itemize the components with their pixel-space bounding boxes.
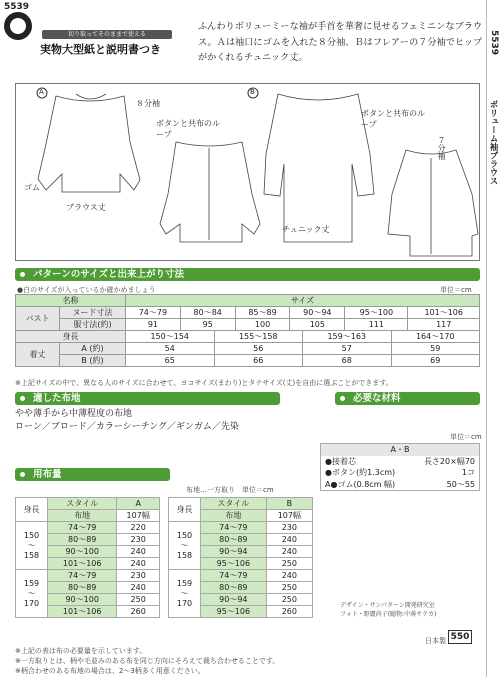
style-b: B	[266, 498, 312, 510]
description: ふんわりボリューミーな袖が手首を華奢に見せるフェミニンなブラウス。Ａは袖口にゴムを入れた８分袖、Ｂはフレアーの７分袖でヒップがかくれるチュニック丈。	[198, 21, 483, 63]
design-credit: デザイン・サンパターン開発研究室	[340, 602, 435, 609]
fabric-title: 適した布地	[33, 393, 81, 404]
cell: 230	[117, 570, 160, 582]
side-name: ボリューム袖ブラウス	[488, 100, 498, 185]
cell: 68	[303, 355, 392, 367]
materials-unit: 単位＝cm	[450, 433, 482, 441]
cell: 240	[117, 582, 160, 594]
material-key: ●ボタン(約1.3cm)	[325, 468, 396, 477]
material-row	[321, 479, 479, 491]
bust-cell: 95〜106	[201, 606, 267, 618]
size-header: サイズ	[126, 295, 480, 307]
style-header: スタイル	[48, 498, 117, 510]
bust-cell: 80〜89	[201, 534, 267, 546]
cell: 117	[408, 319, 480, 331]
material-row	[321, 456, 479, 468]
bust-cell: 101〜106	[48, 606, 117, 618]
bust-cell: 101〜106	[48, 558, 117, 570]
a-length-label: ブラウス丈	[66, 203, 106, 212]
mark-a: A	[39, 88, 44, 96]
b-label: B (約)	[60, 355, 126, 367]
cell: 240	[117, 546, 160, 558]
bust-cell: 80〜89	[201, 582, 267, 594]
height-group-2: 159 〜 170	[169, 570, 201, 618]
section-dot-icon	[337, 393, 348, 404]
cell: 260	[266, 606, 312, 618]
fabric-line1: やや薄手から中薄程度の布地	[15, 409, 133, 419]
bust-cell: 90〜100	[48, 594, 117, 606]
size-unit: 単位＝cm	[440, 286, 472, 294]
bust-cell: 90〜94	[201, 594, 267, 606]
yardage-table-b	[168, 497, 313, 618]
style-header: スタイル	[201, 498, 267, 510]
bust-cell: 95〜106	[201, 558, 267, 570]
bust-cell: 90〜94	[201, 546, 267, 558]
cell: 230	[266, 522, 312, 534]
cell: 250	[266, 558, 312, 570]
length-table	[15, 330, 480, 367]
bust-cell: 74〜79	[48, 522, 117, 534]
height-header: 身長	[169, 498, 201, 522]
cell: 150〜154	[126, 331, 215, 343]
bottom-note-3: ※柄合わせのある布地の場合は、2〜3柄多く用意ください。	[15, 667, 205, 675]
material-row	[321, 467, 479, 479]
cut-label: 切り取ってそのままで使える	[42, 30, 172, 39]
cell: 95〜100	[345, 307, 408, 319]
style-a: A	[117, 498, 160, 510]
material-value: 1コ	[461, 468, 475, 477]
cell: 250	[266, 582, 312, 594]
material-value: 50〜55	[446, 479, 475, 489]
bust-label: バスト	[16, 307, 60, 331]
bust-cell: 90〜100	[48, 546, 117, 558]
cell: 100	[235, 319, 290, 331]
brand-logo-icon	[4, 12, 32, 40]
height-label: 身長	[16, 331, 126, 343]
yardage-unit: 布地…一方取り 単位＝cm	[186, 486, 274, 494]
height-group-1: 150 〜 158	[169, 522, 201, 570]
yardage-title: 用布量	[33, 469, 62, 480]
material-key: ●接着芯	[325, 456, 356, 466]
cell: 101〜106	[408, 307, 480, 319]
cell: 250	[266, 594, 312, 606]
height-group-1: 150 〜 158	[16, 522, 48, 570]
cell: 240	[266, 534, 312, 546]
cell: 164〜170	[391, 331, 480, 343]
width-header: 107幅	[266, 510, 312, 522]
cell: 74〜79	[126, 307, 181, 319]
cell: 230	[117, 534, 160, 546]
cell: 220	[117, 522, 160, 534]
cloth-header: 布地	[201, 510, 267, 522]
size-table	[15, 294, 480, 331]
mark-b: B	[250, 88, 255, 96]
size-note: ●白のサイズが入っているか確かめましょう	[17, 286, 156, 294]
bust-cell: 74〜79	[201, 522, 267, 534]
b-loop-label: ボタンと共布のループ	[361, 109, 425, 129]
yardage-table-a	[15, 497, 160, 618]
cell: 111	[345, 319, 408, 331]
bust-cell: 80〜89	[48, 582, 117, 594]
bottom-note-1: ※上記の表は布の必要量を示しています。	[15, 647, 147, 655]
cell: 240	[266, 570, 312, 582]
made-in: 日本製	[425, 637, 446, 645]
cell: 85〜89	[235, 307, 290, 319]
pattern-code: 5539	[4, 2, 30, 12]
name-header: 名称	[16, 295, 126, 307]
nude-label: ヌード寸法	[60, 307, 126, 319]
cell: 56	[214, 343, 303, 355]
materials-box	[320, 443, 480, 491]
material-key: A●ゴム(0.8cm 幅)	[325, 479, 396, 489]
illustration-box	[15, 83, 480, 261]
cell: 59	[391, 343, 480, 355]
cell: 260	[117, 606, 160, 618]
cell: 69	[391, 355, 480, 367]
cell: 91	[126, 319, 181, 331]
cell: 240	[117, 558, 160, 570]
a-gomu-label: ゴム	[24, 183, 40, 192]
cell: 155〜158	[214, 331, 303, 343]
cell: 105	[290, 319, 345, 331]
cell: 80〜84	[180, 307, 235, 319]
height-group-2: 159 〜 170	[16, 570, 48, 618]
bottom-note-2: ※一方取りとは、柄や毛並みのある布を同じ方向にそろえて裁ち合わせることです。	[15, 657, 280, 665]
section-dot-icon	[17, 469, 28, 480]
b-length-label: チュニック丈	[282, 225, 330, 234]
cell: 159〜163	[303, 331, 392, 343]
section-dot-icon	[17, 269, 28, 280]
size-footnote: ※上記サイズの中で、異なる人のサイズに合わせて、ヨコサイズ(まわり)とタテサイズ(丈)を自由に選ぶことができます。	[15, 379, 393, 387]
bust-cell: 74〜79	[201, 570, 267, 582]
a-label: A (約)	[60, 343, 126, 355]
bust-cell: 80〜89	[48, 534, 117, 546]
cell: 90〜94	[290, 307, 345, 319]
width-header: 107幅	[117, 510, 160, 522]
finished-label: 服寸法(約)	[60, 319, 126, 331]
side-code: 5539	[489, 30, 499, 56]
a-sleeve-label: ８分袖	[136, 99, 160, 108]
cell: 66	[214, 355, 303, 367]
cell: 250	[117, 594, 160, 606]
cell: 95	[180, 319, 235, 331]
bust-cell: 74〜79	[48, 570, 117, 582]
size-section-title: パターンのサイズと出来上がり寸法	[33, 269, 185, 280]
fabric-line2: ローン／ブロード／カラーシーチング／ギンガム／先染	[15, 422, 239, 432]
section-dot-icon	[17, 393, 28, 404]
a-loop-label: ボタンと共布のループ	[156, 119, 220, 139]
height-header: 身長	[16, 498, 48, 522]
materials-header: A・B	[321, 444, 479, 456]
cell: 57	[303, 343, 392, 355]
cell: 65	[126, 355, 215, 367]
cell: 240	[266, 546, 312, 558]
length-label: 着丈	[16, 343, 60, 367]
material-value: 長さ20×幅70	[423, 456, 475, 466]
materials-title: 必要な材料	[353, 393, 401, 404]
photo-credit: フォト・野麗尚子(聴物:中薄サテカ)	[340, 611, 437, 618]
cell: 54	[126, 343, 215, 355]
b-sleeve-label: ７分袖	[437, 136, 446, 160]
cloth-header: 布地	[48, 510, 117, 522]
big-title: 実物大型紙と説明書つき	[40, 43, 161, 56]
page-number: 550	[448, 630, 472, 644]
